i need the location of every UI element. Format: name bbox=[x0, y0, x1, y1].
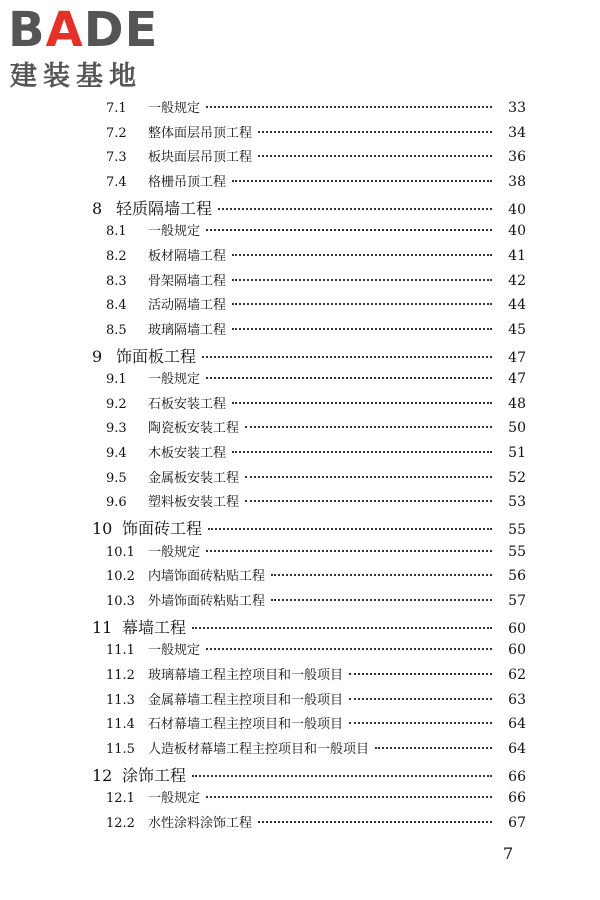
toc-leader-dots bbox=[258, 131, 492, 133]
toc-number: 11 bbox=[92, 617, 113, 637]
toc-section-row[interactable] bbox=[106, 689, 526, 708]
toc-number: 11.3 bbox=[106, 692, 135, 708]
toc-page-number: 40 bbox=[508, 201, 526, 218]
toc-leader-dots bbox=[206, 796, 492, 798]
toc-page-number: 34 bbox=[508, 124, 526, 141]
toc-section-row[interactable] bbox=[106, 368, 526, 387]
toc-number: 9 bbox=[92, 346, 103, 366]
toc-page-number: 48 bbox=[508, 395, 526, 412]
toc-number: 9.6 bbox=[106, 495, 127, 511]
toc-leader-dots bbox=[232, 254, 492, 256]
toc-leader-dots bbox=[202, 356, 492, 358]
toc-title: 活动隔墙工程 bbox=[148, 298, 227, 314]
toc-number: 7.3 bbox=[106, 150, 127, 166]
toc-title: 玻璃幕墙工程主控项目和一般项目 bbox=[148, 667, 344, 683]
toc-number: 7.2 bbox=[106, 125, 127, 141]
toc-number: 8 bbox=[92, 198, 103, 218]
toc-title: 板块面层吊顶工程 bbox=[148, 150, 253, 166]
toc-section-row[interactable] bbox=[106, 294, 526, 313]
toc-page-number: 63 bbox=[508, 691, 526, 708]
toc-number: 9.5 bbox=[106, 470, 127, 486]
toc-number: 10 bbox=[92, 519, 113, 539]
toc-number: 11.1 bbox=[106, 643, 135, 659]
toc-title: 内墙饰面砖粘贴工程 bbox=[148, 569, 266, 585]
toc-section-row[interactable] bbox=[106, 713, 526, 732]
toc-section-row[interactable] bbox=[106, 491, 526, 510]
toc-page-number: 55 bbox=[508, 522, 526, 539]
toc-page-number: 40 bbox=[508, 223, 526, 240]
toc-number: 10.3 bbox=[106, 594, 135, 609]
toc-leader-dots bbox=[206, 377, 492, 379]
toc-number: 9.1 bbox=[106, 372, 127, 388]
toc-number: 8.5 bbox=[106, 322, 127, 338]
toc-title: 一般规定 bbox=[148, 224, 201, 240]
toc-leader-dots bbox=[349, 722, 492, 724]
toc-section-row[interactable] bbox=[106, 171, 526, 190]
toc-leader-dots bbox=[232, 180, 492, 182]
toc-section-row[interactable] bbox=[106, 270, 526, 289]
toc-leader-dots bbox=[192, 775, 492, 777]
toc-number: 8.3 bbox=[106, 273, 127, 289]
toc-title: 外墙饰面砖粘贴工程 bbox=[148, 594, 266, 609]
toc-page-number: 45 bbox=[508, 321, 526, 338]
toc-leader-dots bbox=[206, 106, 492, 108]
toc-leader-dots bbox=[349, 673, 492, 675]
toc-title: 格栅吊顶工程 bbox=[148, 174, 227, 190]
toc-section-row[interactable] bbox=[106, 122, 526, 141]
toc-section-row[interactable] bbox=[106, 417, 526, 436]
toc-chapter-row[interactable] bbox=[92, 763, 526, 786]
toc-title: 塑料板安装工程 bbox=[148, 495, 240, 511]
toc-page-number: 36 bbox=[508, 149, 526, 166]
toc-page-number: 41 bbox=[508, 247, 526, 264]
toc-section-row[interactable] bbox=[106, 146, 526, 165]
toc-page-number: 62 bbox=[508, 666, 526, 683]
toc-title: 板材隔墙工程 bbox=[148, 248, 227, 264]
toc-leader-dots bbox=[206, 648, 492, 650]
toc-title: 幕墙工程 bbox=[122, 617, 187, 637]
toc-number: 10.2 bbox=[106, 569, 135, 585]
toc-title: 轻质隔墙工程 bbox=[116, 198, 213, 218]
logo-letter-b: B bbox=[8, 2, 46, 58]
toc-number: 8.4 bbox=[106, 298, 127, 314]
toc-section-row[interactable] bbox=[106, 541, 526, 560]
toc-section-row[interactable] bbox=[106, 97, 526, 116]
toc-title: 饰面板工程 bbox=[116, 346, 197, 366]
toc-title: 木板安装工程 bbox=[148, 446, 227, 462]
toc-page-number: 38 bbox=[508, 173, 526, 190]
logo-letter-a: A bbox=[45, 2, 84, 58]
toc-number: 12.1 bbox=[106, 791, 135, 807]
toc-leader-dots bbox=[192, 627, 492, 629]
toc-leader-dots bbox=[271, 599, 492, 601]
logo-subtitle: 建装基地 bbox=[10, 61, 142, 92]
toc-leader-dots bbox=[245, 476, 492, 478]
toc-page-number: 67 bbox=[508, 814, 526, 831]
toc-title: 整体面层吊顶工程 bbox=[148, 125, 253, 141]
toc-page-number: 57 bbox=[508, 593, 526, 609]
toc-number: 11.5 bbox=[106, 741, 135, 757]
page-number: 7 bbox=[503, 844, 514, 863]
toc-page-number: 42 bbox=[508, 272, 526, 289]
toc-leader-dots bbox=[245, 500, 492, 502]
toc-section-row[interactable] bbox=[106, 442, 526, 461]
toc-title: 石板安装工程 bbox=[148, 396, 227, 412]
toc-section-row[interactable] bbox=[106, 245, 526, 264]
toc-leader-dots bbox=[208, 528, 492, 530]
bade-logo bbox=[8, 4, 178, 96]
toc-title: 金属板安装工程 bbox=[148, 470, 240, 486]
toc-leader-dots bbox=[232, 328, 492, 330]
toc-page-number: 47 bbox=[508, 371, 526, 388]
toc-number: 7.4 bbox=[106, 174, 127, 190]
toc-page-number: 56 bbox=[508, 568, 526, 585]
toc-section-row[interactable] bbox=[106, 393, 526, 412]
toc-number: 8.2 bbox=[106, 248, 127, 264]
toc-number: 9.2 bbox=[106, 396, 127, 412]
toc-section-row[interactable] bbox=[106, 319, 526, 338]
toc-section-row[interactable] bbox=[106, 639, 526, 658]
toc-leader-dots bbox=[218, 208, 492, 210]
toc-chapter-row[interactable] bbox=[92, 516, 526, 539]
toc-leader-dots bbox=[258, 155, 492, 157]
logo-wordmark bbox=[8, 4, 158, 56]
toc-leader-dots bbox=[232, 451, 492, 453]
toc-section-row[interactable] bbox=[106, 220, 526, 239]
toc-leader-dots bbox=[258, 821, 492, 823]
toc-number: 8.1 bbox=[106, 224, 127, 240]
toc-page-number: 64 bbox=[508, 716, 526, 733]
toc-leader-dots bbox=[349, 698, 492, 700]
toc-title: 骨架隔墙工程 bbox=[148, 273, 227, 289]
toc-page-number: 51 bbox=[508, 445, 526, 462]
toc-title: 一般规定 bbox=[148, 101, 201, 116]
toc-chapter-row[interactable] bbox=[92, 615, 526, 638]
toc-title: 饰面砖工程 bbox=[122, 519, 203, 539]
toc-title: 玻璃隔墙工程 bbox=[148, 322, 227, 338]
toc-page-number: 60 bbox=[508, 642, 526, 659]
toc-title: 一般规定 bbox=[148, 791, 201, 807]
toc-page-number: 50 bbox=[508, 420, 526, 437]
toc-leader-dots bbox=[206, 229, 492, 231]
toc-number: 9.4 bbox=[106, 446, 127, 462]
toc-section-row[interactable] bbox=[106, 590, 526, 609]
toc-title: 一般规定 bbox=[148, 544, 201, 560]
toc-page-number: 33 bbox=[508, 100, 526, 116]
toc-number: 12 bbox=[92, 765, 113, 785]
toc-leader-dots bbox=[245, 426, 492, 428]
toc-leader-dots bbox=[271, 574, 492, 576]
toc-page-number: 55 bbox=[508, 543, 526, 560]
toc-page-number: 44 bbox=[508, 297, 526, 314]
toc-page-number: 60 bbox=[508, 620, 526, 637]
toc-section-row[interactable] bbox=[106, 812, 526, 831]
toc-page-number: 64 bbox=[508, 740, 526, 757]
toc-page-number: 52 bbox=[508, 469, 526, 486]
toc-title: 陶瓷板安装工程 bbox=[148, 421, 240, 437]
toc-number: 11.4 bbox=[106, 717, 135, 733]
toc-section-row[interactable] bbox=[106, 467, 526, 486]
toc-title: 涂饰工程 bbox=[122, 765, 187, 785]
toc-title: 一般规定 bbox=[148, 643, 201, 659]
toc-number: 11.2 bbox=[106, 667, 135, 683]
toc-section-row[interactable] bbox=[106, 565, 526, 584]
toc-title: 石材幕墙工程主控项目和一般项目 bbox=[148, 717, 344, 733]
toc-page-number: 47 bbox=[508, 349, 526, 366]
toc-title: 一般规定 bbox=[148, 372, 201, 388]
toc-page-number: 66 bbox=[508, 790, 526, 807]
toc-title: 人造板材幕墙工程主控项目和一般项目 bbox=[148, 741, 370, 757]
toc-section-row[interactable] bbox=[106, 664, 526, 683]
toc-leader-dots bbox=[232, 303, 492, 305]
toc-page-number: 66 bbox=[508, 768, 526, 785]
toc-number: 9.3 bbox=[106, 421, 127, 437]
toc-leader-dots bbox=[375, 747, 492, 749]
toc-chapter-row[interactable] bbox=[92, 196, 526, 219]
toc-leader-dots bbox=[232, 279, 492, 281]
toc-chapter-row[interactable] bbox=[92, 344, 526, 367]
toc-number: 12.2 bbox=[106, 815, 135, 831]
toc-title: 水性涂料涂饰工程 bbox=[148, 815, 253, 831]
toc-page-number: 53 bbox=[508, 494, 526, 511]
toc-leader-dots bbox=[232, 402, 492, 404]
toc-number: 10.1 bbox=[106, 544, 135, 560]
toc-section-row[interactable] bbox=[106, 738, 526, 757]
logo-letters-de: DE bbox=[83, 2, 159, 58]
toc-number: 7.1 bbox=[106, 101, 127, 116]
toc-title: 金属幕墙工程主控项目和一般项目 bbox=[148, 692, 344, 708]
toc-leader-dots bbox=[206, 550, 492, 552]
toc-section-row[interactable] bbox=[106, 787, 526, 806]
